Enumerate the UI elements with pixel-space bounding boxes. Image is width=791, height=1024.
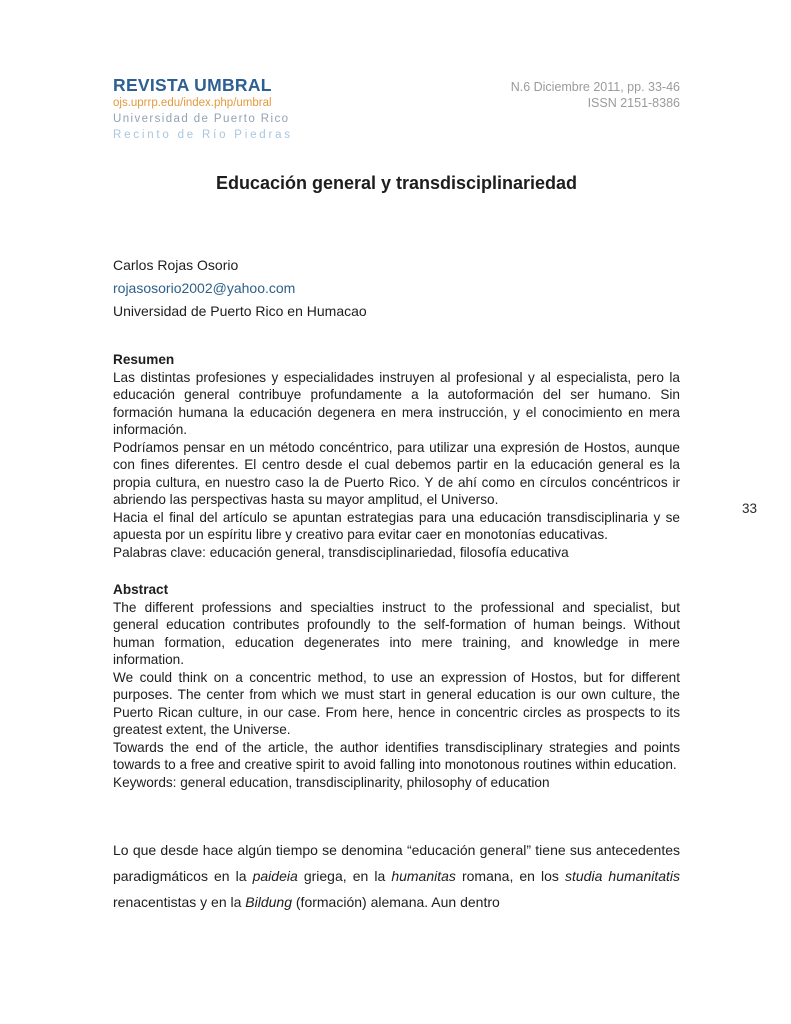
resumen-paragraph: Hacia el final del artículo se apuntan estrategias para una educación transdisciplinaria y se apuesta por un espíritu libre y creativo para evitar caer en monotonías educativas.: [113, 509, 680, 542]
resumen-heading: Resumen: [113, 352, 175, 367]
author-affiliation: Universidad de Puerto Rico en Humacao: [113, 303, 367, 319]
content-column: [113, 0, 680, 915]
abstract-paragraph: Towards the end of the article, the author identifies transdisciplinary strategies and points towards to a free and creative spirit to avoid falling into monotonous routines within education.: [113, 739, 680, 772]
abstract-heading: Abstract: [113, 582, 169, 597]
journal-masthead: [113, 0, 680, 143]
issn-line: ISSN 2151-8386: [587, 95, 680, 110]
abstract-paragraph: The different professions and specialties instruct to the professional and specialist, but general education contributes profoundly to the self-formation of human beings. Without human formation, education degenerates into mere training, and knowledge in mere information.: [113, 599, 680, 667]
palabras-clave-line: Palabras clave: educación general, transdisciplinariedad, filosofía educativa: [113, 544, 569, 560]
resumen-paragraph: Podríamos pensar en un método concéntrico, para utilizar una expresión de Hostos, aunque con fines diferentes. El centro desde el cual debemos partir en la educación general es la propia cultura, en nuestro caso la de Puerto Rico. Y de ahí como en círculos concéntricos ir abriendo las perspectivas hasta su mayor amplitud, el Universo.: [113, 439, 680, 507]
resumen-section: [113, 351, 680, 561]
keywords-line: Keywords: general education, transdisciplinarity, philosophy of education: [113, 774, 550, 790]
resumen-paragraph: Las distintas profesiones y especialidades instruyen al profesional y al especialista, pero la educación general contribuye profundamente a la autoformación del ser humano. Sin formación humana la educación degenera en mera instrucción, y el conocimiento en mera información.: [113, 369, 680, 437]
abstract-paragraph: We could think on a concentric method, to use an expression of Hostos, but for different purposes. The center from which we must start in general education is our own culture, the Puerto Rican culture, in our case. From here, hence in concentric circles as prospects to its greatest extent, the Universe.: [113, 669, 680, 737]
journal-logo: [113, 75, 293, 143]
issue-info: [511, 75, 680, 111]
page-number: 33: [741, 501, 757, 516]
campus-name: Recinto de Río Piedras: [113, 129, 293, 141]
intro-paragraph: Lo que desde hace algún tiempo se denomina “educación general” tiene sus antecedentes paradigmáticos en la paideia griega, en la humanitas romana, en los studia humanitatis renacentistas y en la Bildung (formación) alemana. Aun dentro: [113, 842, 681, 910]
author-email-link[interactable]: rojasosorio2002@yahoo.com: [113, 280, 296, 296]
article-title: Educación general y transdisciplinariedad: [215, 173, 578, 193]
abstract-section: [113, 581, 680, 791]
journal-url-link[interactable]: ojs.uprrp.edu/index.php/umbral: [113, 97, 272, 109]
journal-name: REVISTA UMBRAL: [113, 75, 272, 95]
issue-line: N.6 Diciembre 2011, pp. 33-46: [510, 80, 680, 94]
university-name: Universidad de Puerto Rico: [113, 113, 290, 125]
author-block: [113, 254, 680, 323]
author-name: Carlos Rojas Osorio: [113, 257, 239, 273]
